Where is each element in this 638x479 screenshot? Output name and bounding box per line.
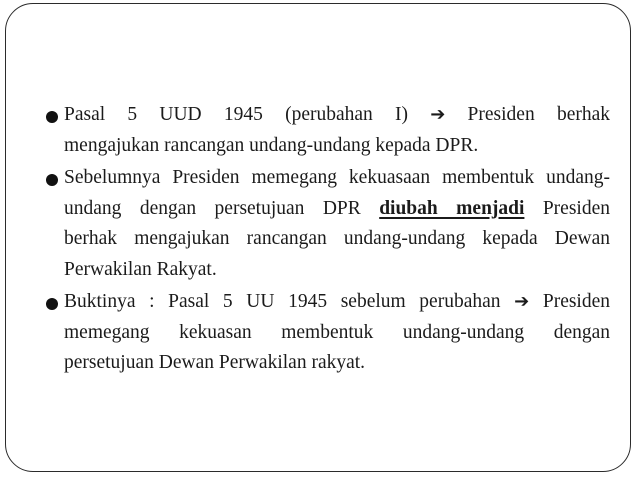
bullet-icon — [46, 174, 58, 186]
bullet-item — [44, 287, 610, 379]
text-segment: Sebelumnya Presiden memegang kekuasaan membentuk undang- — [64, 167, 610, 188]
text-segment: Presiden berhak — [445, 104, 610, 125]
text-line — [64, 224, 610, 255]
text-segment: berhak mengajukan rancangan undang-undang kepada Dewan — [64, 228, 610, 249]
text-segment: Buktinya : Pasal 5 UU 1945 sebelum perubahan — [64, 291, 515, 312]
text-segment: memegang kekuasan membentuk undang-undang dengan — [64, 321, 610, 343]
bullet-icon — [46, 111, 58, 123]
text-segment: Presiden — [524, 197, 610, 219]
text-segment: mengajukan rancangan undang-undang kepada DPR. — [64, 134, 479, 156]
text-line — [64, 255, 610, 286]
text-line — [64, 194, 610, 225]
text-line — [64, 318, 610, 349]
text-line — [64, 163, 610, 194]
text-segment: Pasal 5 UUD 1945 (perubahan I) — [64, 104, 431, 125]
emphasis-text: diubah menjadi — [379, 197, 525, 219]
text-line — [64, 287, 610, 318]
bullet-item — [44, 100, 610, 161]
text-line — [64, 100, 610, 131]
text-segment: Perwakilan Rakyat. — [64, 258, 217, 280]
text-segment: Presiden — [529, 291, 611, 312]
bullet-icon — [46, 298, 58, 310]
bullet-item — [44, 163, 610, 285]
arrow-right-icon: ➔ — [430, 104, 446, 125]
text-segment: undang dengan persetujuan DPR — [64, 197, 380, 219]
text-line — [64, 131, 610, 162]
text-line — [64, 348, 610, 379]
slide-frame — [5, 3, 631, 472]
bullet-list — [44, 100, 610, 381]
text-segment: persetujuan Dewan Perwakilan rakyat. — [64, 352, 366, 373]
arrow-right-icon: ➔ — [514, 291, 530, 312]
